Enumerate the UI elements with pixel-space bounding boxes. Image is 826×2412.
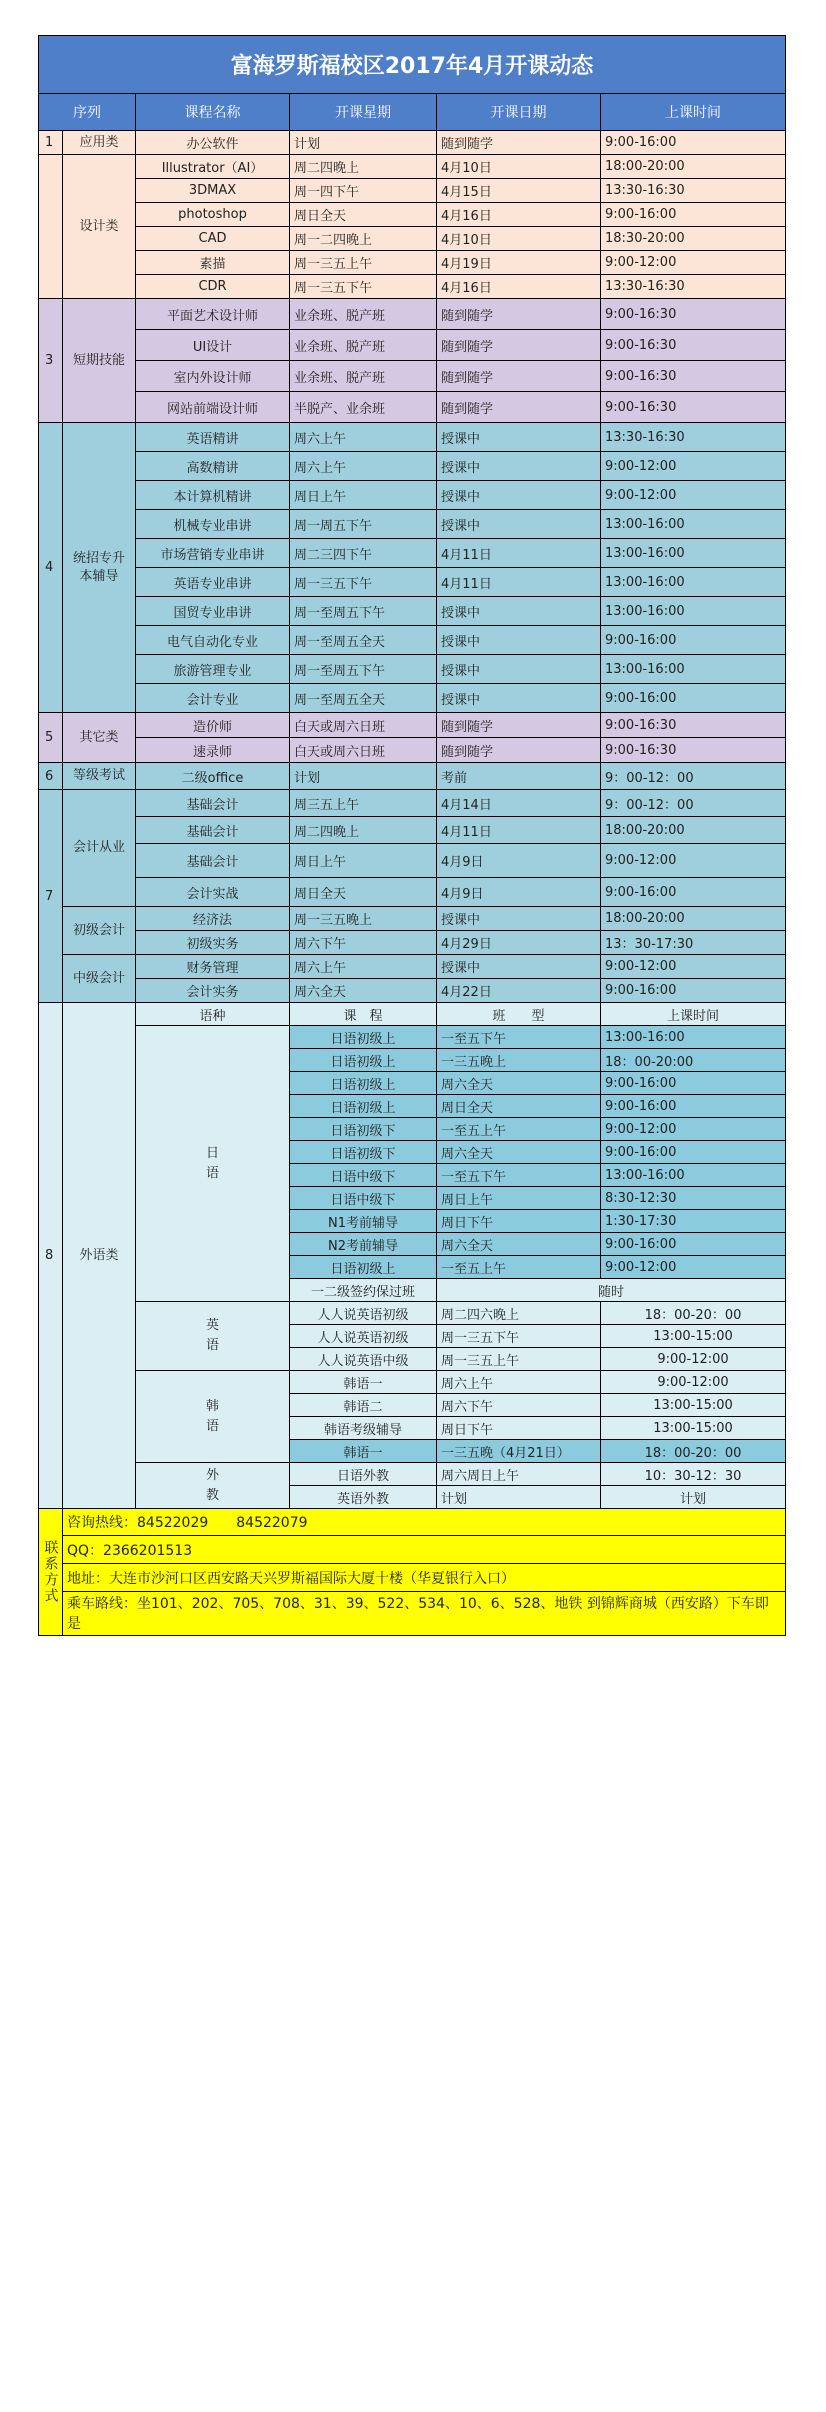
course-weekday: 周一至周五全天 [290,626,437,655]
course-weekday: 周日上午 [290,844,437,878]
header-class-time: 上课时间 [601,94,786,131]
course-start-date: 4月16日 [437,203,601,227]
course-start-date: 随到随学 [437,361,601,392]
table-row [39,931,786,955]
course-name: 日语初级上 [290,1256,437,1279]
course-time: 9:00-16:30 [601,299,786,330]
course-weekday: 周三五上午 [290,790,437,817]
course-start-date: 4月19日 [437,251,601,275]
sub-header: 语种 [136,1003,290,1026]
section-category: 其它类 [63,713,136,763]
course-weekday: 周六全天 [290,979,437,1003]
course-start-date: 4月10日 [437,155,601,179]
course-time: 9:00-16:30 [601,738,786,763]
course-time: 13:00-15:00 [601,1417,786,1440]
course-time: 9:00-16:00 [601,626,786,655]
subgroup-label: 初级会计 [63,907,136,955]
course-time: 13:30-16:30 [601,423,786,452]
contact-qq: QQ：2366201513 [63,1536,786,1564]
header-start-date: 开课日期 [437,94,601,131]
course-start-date: 考前 [437,763,601,790]
table-row [39,1592,786,1636]
course-weekday: 周一至周五下午 [290,597,437,626]
course-name: CDR [136,275,290,299]
course-name: 办公软件 [136,131,290,155]
course-time: 13:00-15:00 [601,1394,786,1417]
table-row [39,1564,786,1592]
course-name: 日语初级上 [290,1049,437,1072]
class-type: 一至五下午 [437,1026,601,1049]
course-name: 经济法 [136,907,290,931]
table-row [39,1536,786,1564]
course-time: 9:00-12:00 [601,1118,786,1141]
course-name: 英语专业串讲 [136,568,290,597]
course-start-date: 4月29日 [437,931,601,955]
class-type: 周日全天 [437,1095,601,1118]
course-name: 市场营销专业串讲 [136,539,290,568]
course-name: UI设计 [136,330,290,361]
course-weekday: 周日全天 [290,878,437,907]
course-name: 会计实务 [136,979,290,1003]
course-start-date: 4月9日 [437,844,601,878]
table-row [39,1463,786,1486]
course-weekday: 计划 [290,131,437,155]
section-number: 1 [39,131,63,155]
course-start-date: 4月11日 [437,568,601,597]
course-weekday: 白天或周六日班 [290,713,437,738]
course-name: 旅游管理专业 [136,655,290,684]
course-time: 9:00-12:00 [601,1348,786,1371]
section-category: 应用类 [63,131,136,155]
course-start-date: 4月14日 [437,790,601,817]
course-weekday: 计划 [290,763,437,790]
table-row [39,684,786,713]
language-label: 日 语 [136,1026,290,1302]
course-time: 9:00-16:30 [601,361,786,392]
course-name: 日语初级上 [290,1072,437,1095]
course-time: 18：00-20:00 [601,1049,786,1072]
course-weekday: 周一三五下午 [290,568,437,597]
course-name: 人人说英语中级 [290,1348,437,1371]
course-time: 1:30-17:30 [601,1210,786,1233]
course-weekday: 周日全天 [290,203,437,227]
course-time: 18：00-20：00 [601,1302,786,1325]
table-row [39,227,786,251]
course-time: 9:00-12:00 [601,844,786,878]
course-time: 9:00-12:00 [601,1256,786,1279]
course-weekday: 周一三五晚上 [290,907,437,931]
table-row [39,510,786,539]
course-name: N1考前辅导 [290,1210,437,1233]
course-start-date: 授课中 [437,481,601,510]
course-time: 13:00-16:00 [601,568,786,597]
table-row [39,626,786,655]
table-row [39,251,786,275]
course-name: 韩语考级辅导 [290,1417,437,1440]
language-label: 外 教 [136,1463,290,1509]
course-name: photoshop [136,203,290,227]
section-number [39,155,63,299]
class-type: 周六全天 [437,1141,601,1164]
course-start-date: 授课中 [437,597,601,626]
course-weekday: 业余班、脱产班 [290,299,437,330]
class-type: 周日下午 [437,1417,601,1440]
table-row [39,539,786,568]
course-start-date: 随到随学 [437,392,601,423]
course-name: N2考前辅导 [290,1233,437,1256]
course-name: 韩语二 [290,1394,437,1417]
course-time: 9:00-16:00 [601,203,786,227]
table-row [39,275,786,299]
section-number: 7 [39,790,63,1003]
course-name: 财务管理 [136,955,290,979]
table-row [39,330,786,361]
header-weekday: 开课星期 [290,94,437,131]
table-row [39,955,786,979]
section-number: 8 [39,1003,63,1509]
header-course-name: 课程名称 [136,94,290,131]
course-weekday: 周一周五下午 [290,510,437,539]
class-type: 周六下午 [437,1394,601,1417]
course-weekday: 周六上午 [290,452,437,481]
course-time: 13:00-16:00 [601,510,786,539]
course-weekday: 周一二四晚上 [290,227,437,251]
table-row [39,979,786,1003]
course-weekday: 周六上午 [290,423,437,452]
course-name: 日语初级下 [290,1141,437,1164]
table-row [39,1003,786,1026]
course-weekday: 周日上午 [290,481,437,510]
course-time: 9:00-16:00 [601,131,786,155]
section-number: 6 [39,763,63,790]
course-name: 一二级签约保过班 [290,1279,437,1302]
class-type: 一三五晚（4月21日） [437,1440,601,1463]
course-name: 日语中级下 [290,1187,437,1210]
course-start-date: 随到随学 [437,299,601,330]
class-type: 随时 [437,1279,786,1302]
section-number: 4 [39,423,63,713]
course-name: Illustrator（AI） [136,155,290,179]
table-row [39,1509,786,1536]
course-time: 9:00-12:00 [601,452,786,481]
course-weekday: 周六上午 [290,955,437,979]
course-start-date: 随到随学 [437,738,601,763]
table-row [39,713,786,738]
table-row [39,907,786,931]
course-time: 13：30-17:30 [601,931,786,955]
course-start-date: 授课中 [437,907,601,931]
course-name: 本计算机精讲 [136,481,290,510]
table-row [39,423,786,452]
course-name: 速录师 [136,738,290,763]
course-start-date: 4月9日 [437,878,601,907]
table-row [39,568,786,597]
course-weekday: 业余班、脱产班 [290,330,437,361]
table-row [39,299,786,330]
table-row [39,452,786,481]
course-time: 9:00-16:00 [601,878,786,907]
course-name: 机械专业串讲 [136,510,290,539]
section-category: 短期技能 [63,299,136,423]
table-row [39,763,786,790]
course-start-date: 授课中 [437,655,601,684]
section-category: 统招专升本辅导 [63,423,136,713]
class-type: 周一三五上午 [437,1348,601,1371]
table-row [39,392,786,423]
course-name: 素描 [136,251,290,275]
class-type: 周六全天 [437,1072,601,1095]
course-weekday: 周二四晚上 [290,155,437,179]
table-row [39,655,786,684]
language-label: 英 语 [136,1302,290,1371]
course-name: 会计实战 [136,878,290,907]
course-time: 9:00-16:00 [601,1233,786,1256]
course-weekday: 周一三五上午 [290,251,437,275]
course-start-date: 4月11日 [437,539,601,568]
course-weekday: 业余班、脱产班 [290,361,437,392]
course-weekday: 周一至周五全天 [290,684,437,713]
course-time: 9:00-12:00 [601,955,786,979]
header-index: 序列 [39,94,136,131]
course-time: 13:30-16:30 [601,179,786,203]
course-weekday: 白天或周六日班 [290,738,437,763]
course-name: 基础会计 [136,844,290,878]
course-name: 英语外教 [290,1486,437,1509]
table-row [39,155,786,179]
section-number: 3 [39,299,63,423]
course-time: 13:00-16:00 [601,539,786,568]
course-name: CAD [136,227,290,251]
sub-header: 课 程 [290,1003,437,1026]
table-row [39,179,786,203]
course-schedule-sheet [38,35,785,1636]
course-name: 人人说英语初级 [290,1325,437,1348]
course-weekday: 周一四下午 [290,179,437,203]
section-category: 等级考试 [63,763,136,790]
section-category: 设计类 [63,155,136,299]
course-time: 18:00-20:00 [601,817,786,844]
class-type: 一至五上午 [437,1118,601,1141]
contact-hotline: 咨询热线：84522029 84522079 [63,1509,786,1536]
course-name: 韩语一 [290,1371,437,1394]
course-table [38,35,786,1636]
course-weekday: 半脱产、业余班 [290,392,437,423]
course-name: 网站前端设计师 [136,392,290,423]
course-time: 9：00-12：00 [601,790,786,817]
table-row [39,817,786,844]
course-name: 电气自动化专业 [136,626,290,655]
course-start-date: 随到随学 [437,330,601,361]
course-time: 18:00-20:00 [601,907,786,931]
course-name: 会计专业 [136,684,290,713]
course-start-date: 随到随学 [437,713,601,738]
table-row [39,131,786,155]
course-weekday: 周一三五下午 [290,275,437,299]
subgroup-label: 中级会计 [63,955,136,1003]
course-start-date: 4月15日 [437,179,601,203]
class-type: 一三五晚上 [437,1049,601,1072]
contact-label: 联系方式 [39,1509,63,1636]
course-time: 计划 [601,1486,786,1509]
course-name: 韩语一 [290,1440,437,1463]
course-name: 日语初级下 [290,1118,437,1141]
course-time: 9:00-12:00 [601,1371,786,1394]
course-start-date: 4月10日 [437,227,601,251]
section-number: 5 [39,713,63,763]
table-row [39,790,786,817]
course-weekday: 周一至周五下午 [290,655,437,684]
class-type: 周一三五下午 [437,1325,601,1348]
course-start-date: 随到随学 [437,131,601,155]
course-time: 9:00-16:30 [601,330,786,361]
course-weekday: 周二三四下午 [290,539,437,568]
course-name: 初级实务 [136,931,290,955]
course-start-date: 授课中 [437,510,601,539]
course-name: 二级office [136,763,290,790]
course-time: 18：00-20：00 [601,1440,786,1463]
course-time: 9:00-12:00 [601,481,786,510]
contact-address: 地址：大连市沙河口区西安路天兴罗斯福国际大厦十楼（华夏银行入口） [63,1564,786,1592]
table-row [39,597,786,626]
course-name: 基础会计 [136,817,290,844]
course-time: 13:30-16:30 [601,275,786,299]
course-time: 18:00-20:00 [601,155,786,179]
course-time: 9:00-16:30 [601,713,786,738]
course-name: 英语精讲 [136,423,290,452]
table-row [39,203,786,227]
table-row [39,878,786,907]
course-name: 日语初级上 [290,1026,437,1049]
class-type: 周六周日上午 [437,1463,601,1486]
course-name: 日语外教 [290,1463,437,1486]
course-name: 3DMAX [136,179,290,203]
course-time: 18:30-20:00 [601,227,786,251]
course-time: 13:00-16:00 [601,1164,786,1187]
course-weekday: 周二四晚上 [290,817,437,844]
subgroup-label: 会计从业 [63,790,136,907]
course-start-date: 授课中 [437,423,601,452]
course-name: 基础会计 [136,790,290,817]
course-start-date: 授课中 [437,452,601,481]
course-start-date: 4月22日 [437,979,601,1003]
page-title: 富海罗斯福校区2017年4月开课动态 [39,36,786,94]
sub-header: 上课时间 [601,1003,786,1026]
table-row [39,844,786,878]
class-type: 周日下午 [437,1210,601,1233]
course-start-date: 4月16日 [437,275,601,299]
course-time: 9:00-16:00 [601,1141,786,1164]
class-type: 周六上午 [437,1371,601,1394]
course-name: 日语中级下 [290,1164,437,1187]
course-name: 室内外设计师 [136,361,290,392]
course-start-date: 授课中 [437,626,601,655]
course-time: 9:00-16:00 [601,979,786,1003]
course-time: 13:00-16:00 [601,1026,786,1049]
course-name: 国贸专业串讲 [136,597,290,626]
table-row [39,738,786,763]
contact-route: 乘车路线：坐101、202、705、708、31、39、522、534、10、6、528、地铁 到锦辉商城（西安路）下车即是 [63,1592,786,1636]
course-time: 13:00-15:00 [601,1325,786,1348]
language-label: 韩 语 [136,1371,290,1463]
course-name: 日语初级上 [290,1095,437,1118]
class-type: 一至五下午 [437,1164,601,1187]
course-name: 平面艺术设计师 [136,299,290,330]
table-row [39,361,786,392]
table-row [39,1371,786,1394]
course-start-date: 授课中 [437,684,601,713]
course-time: 9:00-12:00 [601,251,786,275]
course-time: 10：30-12：30 [601,1463,786,1486]
table-row [39,481,786,510]
table-row [39,1302,786,1325]
course-time: 9:00-16:30 [601,392,786,423]
class-type: 一至五上午 [437,1256,601,1279]
course-name: 人人说英语初级 [290,1302,437,1325]
sub-header: 班 型 [437,1003,601,1026]
course-time: 13:00-16:00 [601,655,786,684]
class-type: 周二四六晚上 [437,1302,601,1325]
class-type: 周日上午 [437,1187,601,1210]
table-row [39,1026,786,1049]
course-time: 9:00-16:00 [601,1072,786,1095]
course-start-date: 授课中 [437,955,601,979]
course-name: 造价师 [136,713,290,738]
course-time: 9:00-16:00 [601,684,786,713]
course-time: 13:00-16:00 [601,597,786,626]
course-name: 高数精讲 [136,452,290,481]
course-time: 9:00-16:00 [601,1095,786,1118]
class-type: 计划 [437,1486,601,1509]
section-category: 外语类 [63,1003,136,1509]
course-time: 9：00-12：00 [601,763,786,790]
course-start-date: 4月11日 [437,817,601,844]
class-type: 周六全天 [437,1233,601,1256]
course-time: 8:30-12:30 [601,1187,786,1210]
course-weekday: 周六下午 [290,931,437,955]
